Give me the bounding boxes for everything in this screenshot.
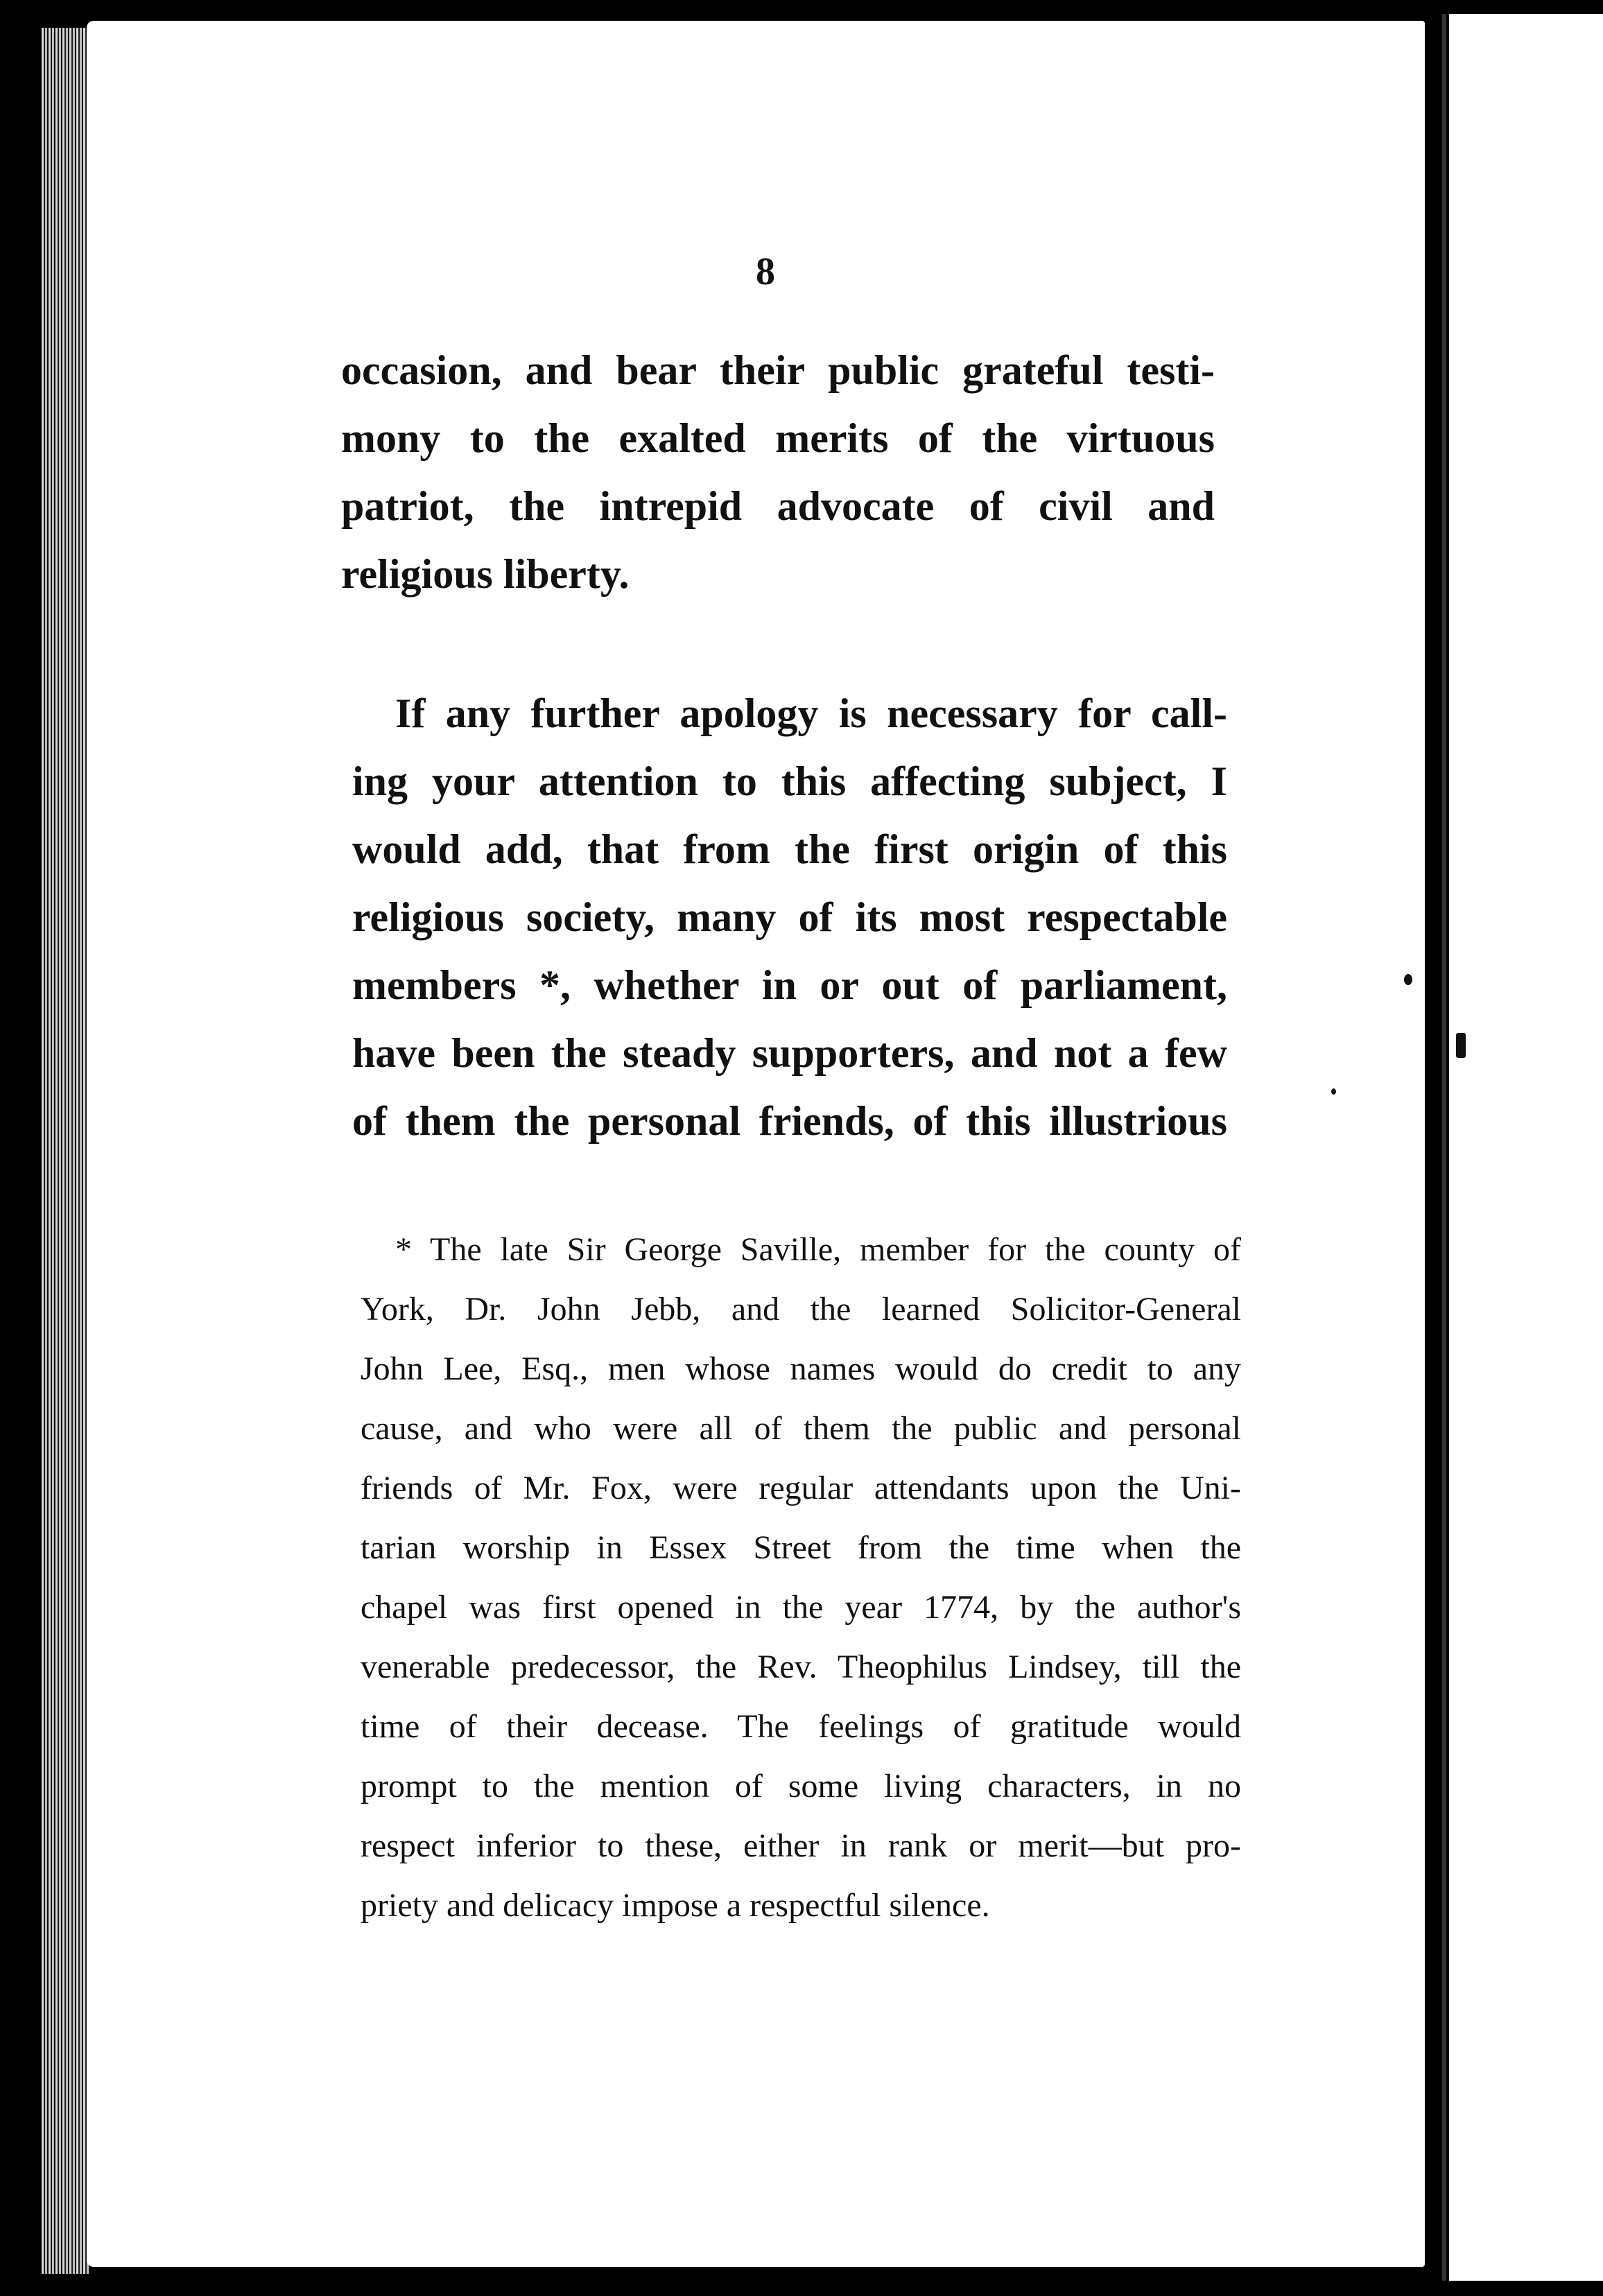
text-line: have been the steady supporters, and not a few (352, 1030, 1227, 1076)
footnote-line: John Lee, Esq., men whose names would do credit to any (361, 1350, 1241, 1387)
text-line: members *, whether in or out of parliament, (352, 962, 1227, 1008)
text-line: If any further apology is necessary for call- (395, 690, 1227, 736)
scan-speck (1456, 1033, 1466, 1058)
text-line: occasion, and bear their public grateful testi- (341, 347, 1215, 393)
footnote-line: time of their decease. The feelings of gratitude would (361, 1708, 1241, 1745)
facing-page-edge (1449, 14, 1603, 2281)
footnote-line: chapel was first opened in the year 1774, by the author's (361, 1589, 1241, 1626)
book-edge-left (42, 28, 90, 2274)
text-line: would add, that from the first origin of this (352, 826, 1227, 872)
footnote-line: respect inferior to these, either in rank or merit—but pro- (361, 1827, 1241, 1864)
text-line: religious liberty. (341, 551, 630, 597)
footnote-line: * The late Sir George Saville, member for the county of (395, 1231, 1241, 1268)
paragraph-1 (341, 336, 1215, 608)
footnote-line: prompt to the mention of some living characters, in no (361, 1768, 1241, 1804)
scan-speck (1331, 1088, 1336, 1095)
paragraph-2 (352, 679, 1227, 1155)
footnote-line: York, Dr. John Jebb, and the learned Solicitor-General (361, 1291, 1241, 1328)
footnote-line: cause, and who were all of them the public and personal (361, 1410, 1241, 1447)
text-line: mony to the exalted merits of the virtuous (341, 415, 1215, 461)
footnote-line: priety and delicacy impose a respectful silence. (361, 1887, 990, 1924)
text-line: patriot, the intrepid advocate of civil and (341, 483, 1215, 529)
footnote-line: tarian worship in Essex Street from the time when the (361, 1529, 1241, 1566)
text-line: religious society, many of its most respectable (352, 894, 1227, 940)
gutter-line (1442, 14, 1446, 2281)
page-number: 8 (756, 250, 775, 293)
footnote (361, 1220, 1241, 1936)
text-line: of them the personal friends, of this illustrious (352, 1098, 1227, 1144)
scan-speck (1404, 974, 1412, 985)
text-line: ing your attention to this affecting subject, I (352, 758, 1227, 804)
footnote-line: friends of Mr. Fox, were regular attendants upon the Uni- (361, 1470, 1241, 1506)
footnote-line: venerable predecessor, the Rev. Theophilus Lindsey, till the (361, 1649, 1241, 1685)
